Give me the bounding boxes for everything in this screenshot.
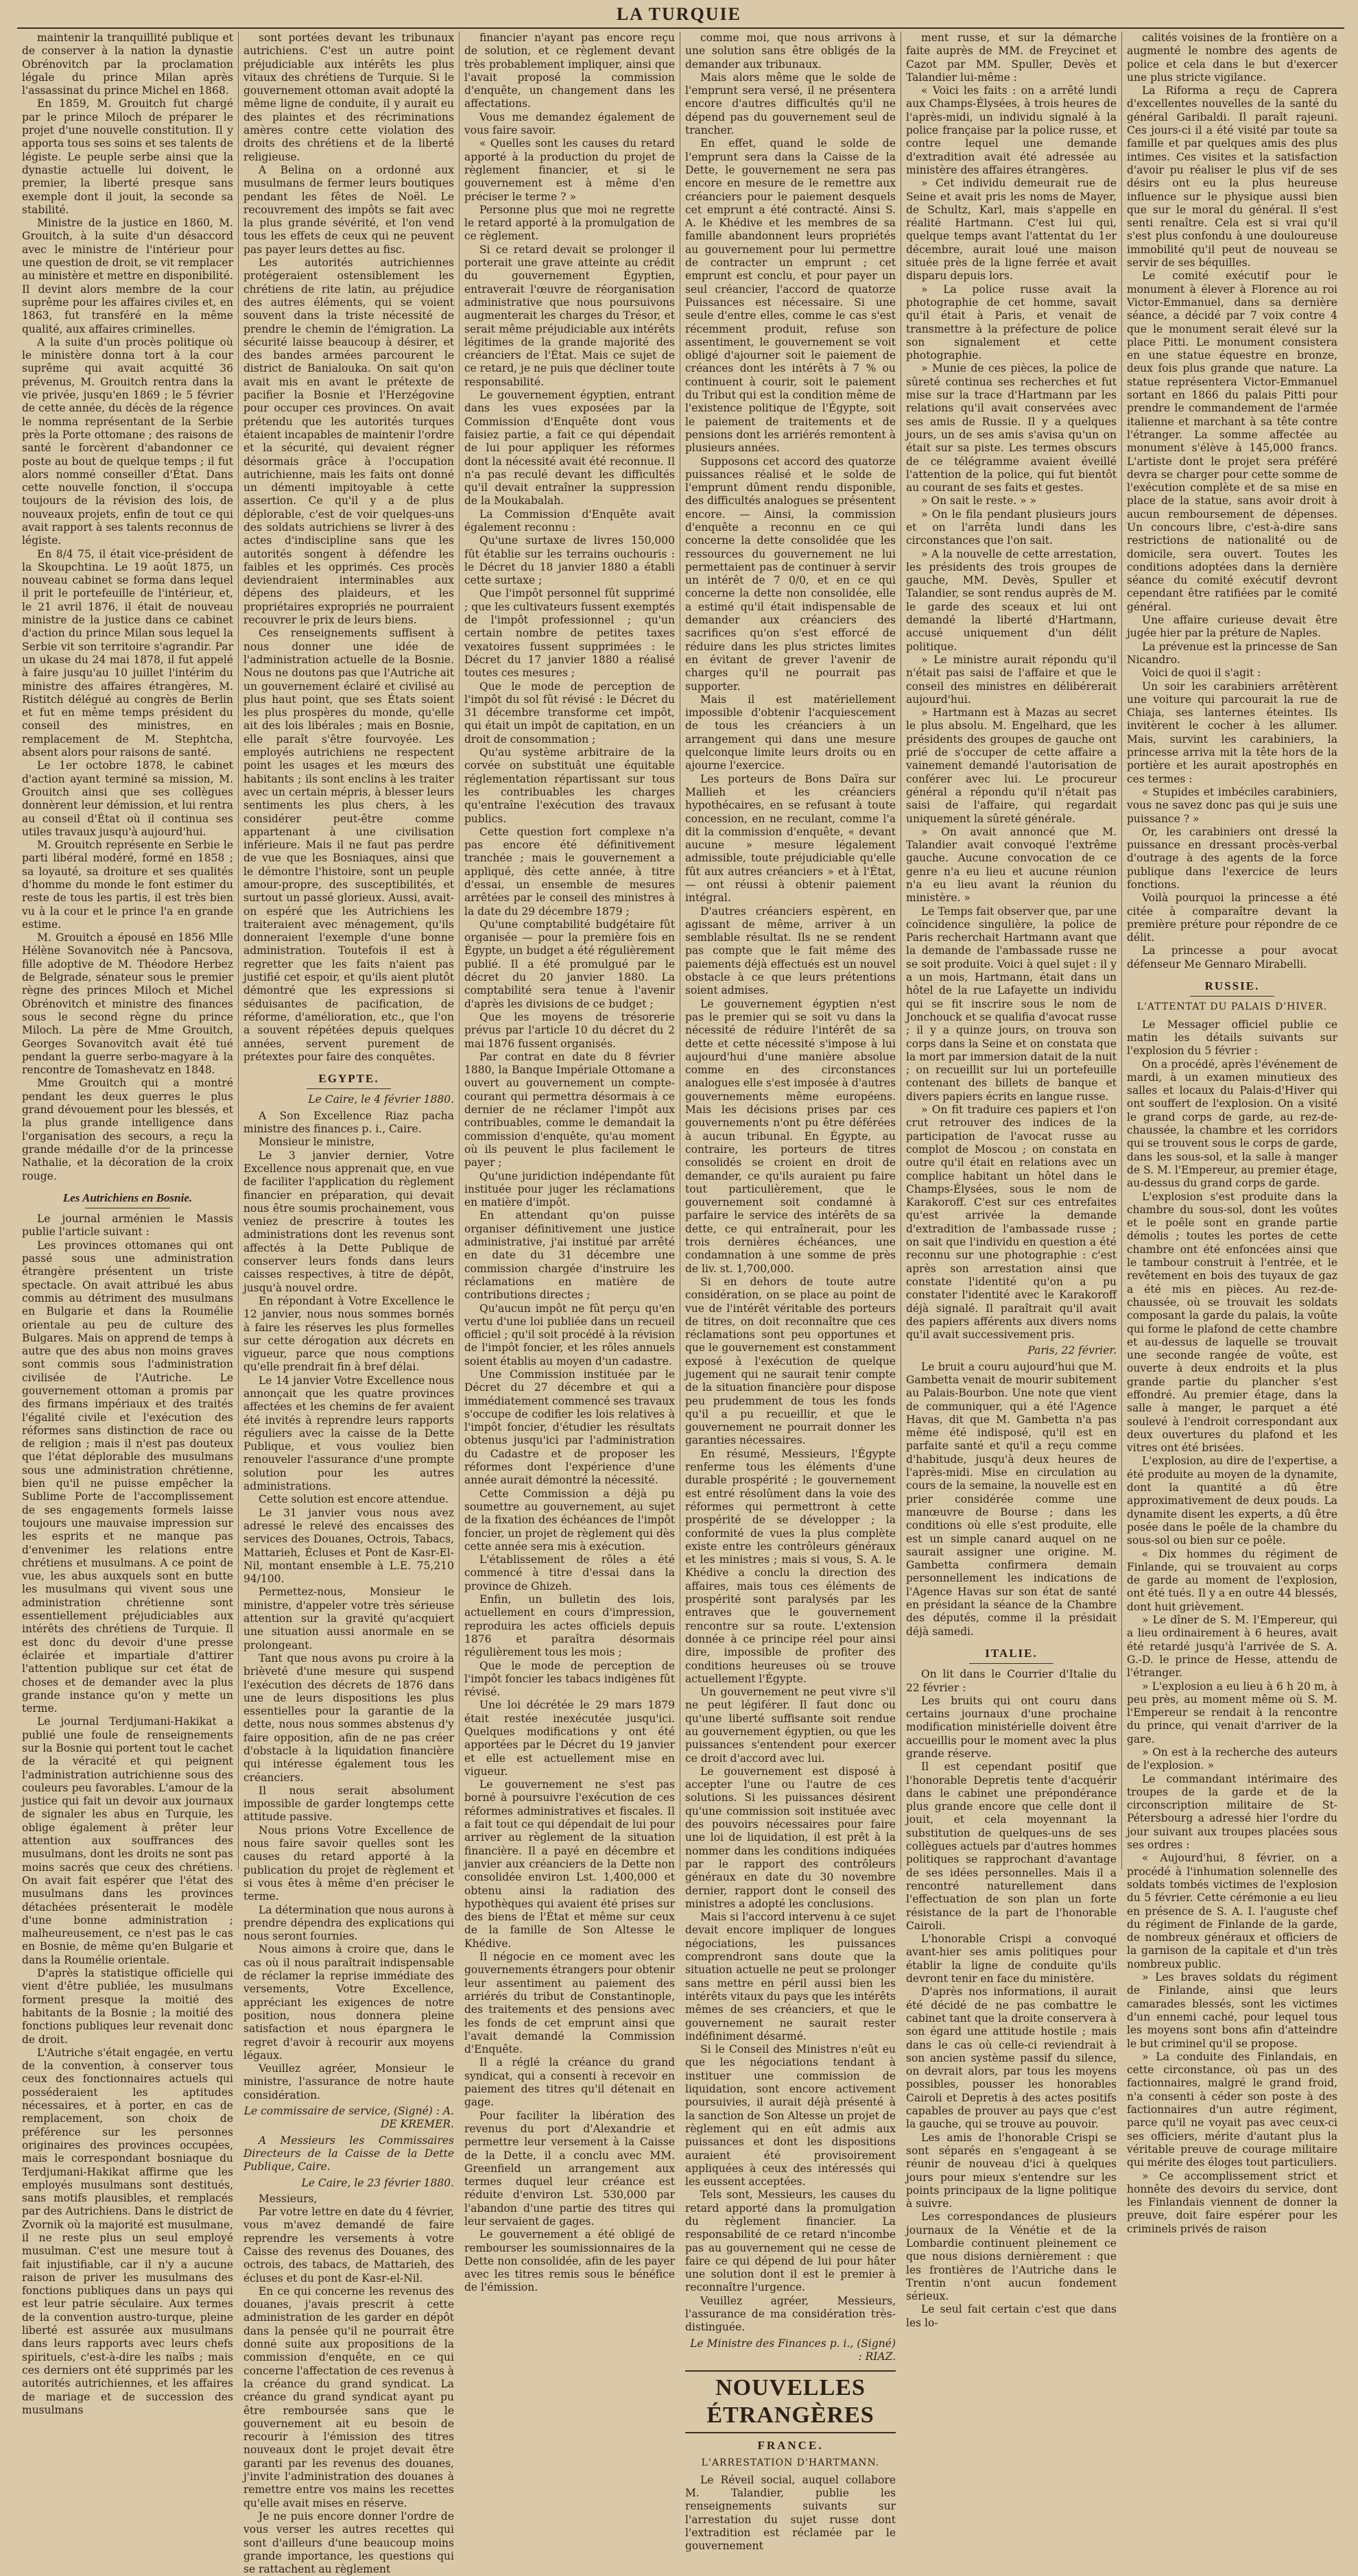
paragraph: » On le fila pendant plusieurs jours et on l'arrêta lundi dans les circonstances que l'on sait.	[906, 508, 1117, 547]
paragraph: Le journal Terdjumani-Hakikat a publié une foule de renseignements sur la Bosnie qui portent tout le cachet de la véracité et qui peignent l'administration autrichienne sous des couleurs peu favorables. L'amour de la justice qui fait un devoir aux journaux de signaler les abus en Turquie, les oblige également à prêter leur attention aux souffrances des musulmans, dont les droits ne sont pas moins sacrés que ceux des chrétiens. On avait fait espérer que l'état des musulmans dans les provinces détachées présenterait le modèle d'une bonne administration ; malheureusement, ce n'est pas le cas en Bosnie, de même qu'en Bulgarie et dans la Roumélie orientale.	[22, 1715, 233, 1966]
paragraph: On a procédé, après l'événement de mardi, à un examen minutieux des salles et locaux du Palais-d'Hiver qui ont souffert de l'explosion. On a visité le grand corps de garde, au rez-de-chaussée, la chambre et les corridors qui se trouvent sous le corps de garde, dans les sous-sol, et la salle à manger de S. M. l'Empereur, au premier étage, au-dessus du grand corps de garde.	[1127, 1058, 1337, 1190]
paragraph: Il a réglé la créance du grand syndicat, qui a consenti à recevoir en paiement des titres qu'il détenait en gage.	[464, 2056, 675, 2109]
paragraph: Le 14 janvier Votre Excellence nous annonçait que les quatre provinces affectées et les chemins de fer avaient été invités à reprendre leurs rapports réguliers avec la caisse de la Dette Publique, et vous vouliez bien renouveler l'assurance d'une prompte solution pour les autres administrations.	[243, 1374, 454, 1493]
paragraph: Si en dehors de toute autre considération, on se place au point de vue de l'intérêt véritable des porteurs de titres, on doit reconnaître que ces réclamations sont peu opportunes et que le gouvernement est constamment exposé à l'exécution de quelque jugement qui ne saurait tenir compte de la situation financière pour dispose peu prudemment de tous les fonds qu'il a pu recueillir, et que le gouvernement ne pourrait donner les garanties nécessaires.	[685, 1275, 896, 1447]
paragraph: L'établissement de rôles a été commencé à titre d'essai dans la province de Ghizeh.	[464, 1553, 675, 1593]
paragraph: « Aujourd'hui, 8 février, on a procédé à l'inhumation solennelle des soldats tombés victimes de l'explosion du 5 février. Cette cérémonie a eu lieu en présence de S. A. I. l'auguste chef du régiment de Finlande de la garde, de nombreux généraux et officiers de la garnison de la capitale et d'un très nombreux public.	[1127, 1852, 1337, 1970]
paragraph: Qu'aucun impôt ne fût perçu qu'en vertu d'une loi publiée dans un recueil officiel ; qu'il soit procédé à la révision de l'impôt foncier, et les rôles annuels soient établis au moyen d'un cadastre.	[464, 1302, 675, 1368]
paragraph: » Munie de ces pièces, la police de sûreté continua ses recherches et fut mise sur la trace d'Hartmann par les relations qu'il avait conservées avec ses amis de Russie. Il y a quelques jours, un de ses amis s'avisa qu'un on était sur sa piste. Les termes obscurs de ce télégramme avaient éveillé l'attention de la police, qui fut bientôt au courant de ses faits et gestes.	[906, 362, 1117, 494]
paragraph: La princesse a pour avocat défenseur Me Gennaro Mirabelli.	[1127, 944, 1337, 970]
paragraph: Ministre de la justice en 1860, M. Grouitch, à la suite d'un désaccord avec le ministre de l'intérieur pour une question de droit, se vit remplacer au ministère et mettre en disponibilité. Il devint alors membre de la cour suprême pour les affaires civiles et, en 1863, fut transféré en la même qualité, aux affaires criminelles.	[22, 217, 234, 335]
paragraph: » La police russe avait la photographie de cet homme, savait qu'il était à Paris, et venait de transmettre à la préfecture de police son signalement et cette photographie.	[906, 283, 1117, 362]
paragraph: La prévenue est la princesse de San Nicandro.	[1127, 640, 1337, 666]
paragraph: Par contrat en date du 8 février 1880, la Banque Impériale Ottomane a ouvert au gouvernement un compte-courant qui permettra désormais à ce dernier de ne réclamer l'impôt aux contribuables, comme le demandait la commission d'enquête, qu'au moment où ils peuvent le plus facilement le payer ;	[464, 1050, 675, 1169]
section-title-russie: RUSSIE.	[1127, 979, 1337, 997]
paragraph: « Stupides et imbéciles carabiniers, vous ne savez donc pas qui je suis une puissance ? »	[1127, 785, 1337, 825]
paragraph: Si le Conseil des Ministres n'eût eu que les négociations tendant à instituer une commission de liquidation, sont encore activement poursuivies, il aurait déjà présenté à la sanction de Son Altesse un projet de règlement qui en eût admis aux puissances et dont les dispositions auraient été provisoirement appliquées à ceux des intéressés qui les eussent acceptées.	[685, 2043, 896, 2189]
column-2	[238, 32, 459, 2576]
dateline: Le Caire, le 23 février 1880.	[301, 2176, 454, 2189]
column-5	[901, 32, 1121, 2329]
paragraph: Mais alors même que le solde de l'emprunt sera versé, il ne présentera encore d'autres difficultés qu'il ne dépend pas du gouvernement seul de trancher.	[685, 71, 896, 137]
paragraph: « Voici les faits : on a arrêté lundi aux Champs-Élysées, à trois heures de l'après-midi, un individu signalé à la police française par la police russe, et contre lequel une demande d'extradition avait été adressée au ministère des affaires étrangères.	[906, 84, 1117, 176]
paragraph: Voilà pourquoi la princesse a été citée à comparaître devant la première préture pour répondre de ce délit.	[1127, 892, 1337, 944]
paragraph: Supposons cet accord des quatorze puissances réalisé et le solde de l'emprunt dûment rendu disponible, des difficultés analogues se présentent encore. — Ainsi, la commission d'enquête a reconnu en ce qui concerne la dette consolidée que les ressources du gouvernement ne lui permettaient pas de continuer à servir un intérêt de 7 0/0, et en ce qui concerne la dette non consolidée, elle a estimé qu'il était indispensable de demander aux créanciers des sacrifices qu'on s'est efforcé de réduire dans les plus strictes limites en évitant de grever l'avenir de charges qu'il ne pourrait pas supporter.	[685, 455, 896, 693]
paragraph: Messieurs,	[259, 2192, 318, 2205]
paragraph: Le commandant intérimaire des troupes de la garde et de la circonscription militaire de St-Pétersbourg a adressé hier l'ordre du jour suivant aux troupes placées sous ses ordres :	[1127, 1772, 1337, 1852]
paragraph: Par votre lettre en date du 4 février, vous m'avez demandé de faire reprendre les versements à votre Caisse des revenus des Douanes, des octrois, des tabacs, de Mattarieh, des écluses et du pont de Kasr-el-Nil.	[243, 2206, 454, 2285]
paragraph: Que l'impôt personnel fût supprimé ; que les cultivateurs fussent exemptés de l'impôt professionnel ; qu'un certain nombre de petites taxes vexatoires fussent supprimées : le Décret du 17 janvier 1880 a réalisé toutes ces mesures ;	[464, 587, 675, 680]
paragraph: Le Réveil social, auquel collabore M. Talandier, publie les renseignements suivants sur l'arrestation du sujet russe dont l'extradition est réclamée par le gouvernement	[685, 2473, 896, 2553]
paragraph: Les autorités autrichiennes protégeraient ostensiblement les chrétiens de rite latin, au préjudice des autres éléments, qui se voient souvent dans la triste nécessité de prendre le chemin de l'émigration. La sécurité laisse beaucoup à désirer, et des bandes armées parcourent le district de Banialouka. On sait qu'on avait mis en avant le prétexte de pacifier la Bosnie et l'Herzégovine pour occuper ces provinces. On avait prétendu que les autorités turques étaient incapables de maintenir l'ordre et la sécurité, qui devaient régner désormais grâce à l'occupation autrichienne, mais les faits ont donné un démenti impitoyable à cette assertion. Ce qu'il y a de plus déplorable, c'est de voir quelques-uns des soldats autrichiens se livrer à des actes d'indiscipline sans que les autorités songent à défendre les faibles et les opprimés. Ces procès deviendraient interminables aux dépens des plaideurs, et les propriétaires expropriés ne pourraient recouvrer le prix de leurs biens.	[243, 257, 454, 627]
paragraph: En attendant qu'on puisse organiser définitivement une justice administrative, j'ai institué par arrêté en date du 31 décembre une commission chargée d'instruire les réclamations en matière de contributions directes ;	[464, 1209, 675, 1302]
paragraph: » A la nouvelle de cette arrestation, les présidents des trois groupes de gauche, MM. Devès, Spuller et Talandier, se sont rendus auprès de M. le garde des sceaux et lui ont demandé la liberté d'Hartmann, accusé uniquement d'un délit politique.	[906, 547, 1117, 653]
paragraph: Qu'au système arbitraire de la corvée on substituât une équitable réglementation répartissant sur tous les contribuables les charges qu'entraîne l'exécution des travaux publics.	[464, 746, 675, 825]
article-title: L'ATTENTAT DU PALAIS D'HIVER.	[1136, 1001, 1328, 1013]
paragraph: Vous me demandez également de vous faire savoir.	[464, 110, 675, 137]
paragraph: sont portées devant les tribunaux autrichiens. C'est un autre point préjudiciable aux intérêts les plus vitaux des chrétiens de Turquie. Si le gouvernement ottoman avait adopté la même ligne de conduite, il y aurait eu des plaintes et des récriminations amères contre cette violation des droits des chrétiens et de la liberté religieuse.	[243, 32, 454, 163]
paragraph: » Ce accomplissement strict et honnête des devoirs du service, dont les Finlandais viennent de donner la preuve, doit faire espérer pour les criminels privés de raison	[1127, 2169, 1337, 2235]
paragraph: Le gouvernement égyptien n'est pas le premier qui se soit vu dans la nécessité de réduire l'intérêt de sa dette et cette nécessité s'impose à lui aujourd'hui d'une manière absolue comme en des circonstances analogues elle s'est imposée à d'autres gouvernements même européens. Mais les décisions prises par ces gouvernements n'ont pu être déférées à aucun tribunal. En Égypte, au contraire, les porteurs de titres consolidés se croient en droit de demander, ce qu'ils auraient pu faire tout particulièrement, que le gouvernement soit condamné à parfaire le service des intérêts de sa dette, ce qui entraînerait, pour les trois dernières échéances, une condamnation à une somme de près de liv. st. 1,700,000.	[685, 997, 896, 1275]
section-title-egypte: EGYPTE.	[243, 1072, 454, 1089]
paragraph: Qu'une surtaxe de livres 150,000 fût établie sur les terrains ouchouris : le Décret du 18 janvier 1880 a établi cette surtaxe ;	[464, 534, 675, 587]
paragraph: Voici de quoi il s'agit :	[1142, 667, 1261, 680]
paragraph: Personne plus que moi ne regrette le retard apporté à la promulgation de ce règlement.	[464, 203, 675, 243]
paragraph: Une affaire curieuse devait être jugée hier par la préture de Naples.	[1127, 614, 1337, 640]
dateline: Le Caire, le 4 février 1880.	[308, 1093, 454, 1106]
paragraph: La Riforma a reçu de Caprera d'excellentes nouvelles de la santé du général Garibaldi. Il paraît rajeuni. Ces jours-ci il a été visité par toute sa famille et par quelques amis des plus intimes. Ces visites et la satisfaction d'avoir pu réaliser le plus vif de ses désirs ont eu la plus heureuse influence sur le physique aussi bien que sur le moral du général. Il s'est senti renaître. Cela est si vrai qu'il s'est plus confondu à une douloureuse immobilité qu'il peut de nouveau se servir de ses béquilles.	[1127, 84, 1337, 270]
column-1	[17, 32, 238, 2416]
paragraph: Or, les carabiniers ont dressé la puissance en dressant procès-verbal d'outrage à des agents de la force publique dans l'exercice de leurs fonctions.	[1127, 825, 1337, 891]
paragraph: Il nous serait absolument impossible de garder longtemps cette attitude passive.	[243, 1784, 454, 1824]
section-title-italie: ITALIE.	[906, 1647, 1117, 1664]
masthead	[0, 0, 1358, 25]
paragraph: Cette solution est encore attendue.	[259, 1493, 449, 1506]
paragraph: Le seul fait certain c'est que dans les lo-	[906, 2303, 1117, 2329]
paragraph: Le gouvernement ne s'est pas borné à poursuivre l'exécution de ces réformes administratives et fiscales. Il a fait tout ce qui dépendait de lui pour arriver au règlement de la situation financière. Il a payé en décembre et janvier aux créanciers de la Dette non consolidée environ Lst. 1,400,000 et obtenu ainsi la radiation des hypothèques qui avaient été prises sur des biens de l'État et même sur ceux de la famille de Son Altesse le Khédive.	[464, 1778, 675, 1950]
paragraph: » On est à la recherche des auteurs de l'explosion. »	[1127, 1746, 1337, 1772]
paragraph: » Cet individu demeurait rue de Seine et avait pris les noms de Mayer, de Schultz, Karl, mais s'appelle en réalité Hartmann. C'est lui qui, quelque temps avant l'attentat du 1er décembre, aurait loué une maison située près de la ligne ferrée et avait disparu depuis lors.	[906, 177, 1117, 283]
paragraph: M. Grouitch représente en Serbie le parti libéral modéré, formé en 1858 ; sa loyauté, sa droiture et ses qualités d'homme du monde le font estimer du reste de tous les partis, il est très bien vu à la cour et le prince l'a en grande estime.	[22, 839, 233, 931]
paragraph: financier n'ayant pas encore reçu de solution, et ce règlement devant très probablement impliquer, ainsi que l'avait proposé la commission d'enquête, un changement dans les affectations.	[464, 32, 675, 110]
paragraph: Les porteurs de Bons Daïra sur Mallieh et les créanciers hypothécaires, en se refusant à toute concession, en ne reculant, comme l'a dit la commission d'enquête, « devant aucune » mesure légalement admissible, toute préjudiciable qu'elle fût aux autres créanciers » et à l'État, — ont réussi à obtenir paiement intégral.	[685, 772, 896, 905]
paragraph: Tels sont, Messieurs, les causes du retard apporté dans la promulgation du règlement financier. La responsabilité de ce retard n'incombe pas au gouvernement qui ne cesse de faire ce qui dépend de lui pour hâter une solution dont il est le premier à reconnaître l'urgence.	[685, 2189, 896, 2294]
paragraph: En effet, quand le solde de l'emprunt sera dans la Caisse de la Dette, le gouvernement ne sera pas encore en mesure de le remettre aux créanciers pour le paiement desquels cet emprunt a été contracté. Ainsi S. A. le Khédive et les membres de sa famille abandonnent leurs propriétés au gouvernement pour lui permettre de contracter un emprunt ; cet emprunt est conclu, et pour payer un seul créancier, l'accord de quatorze Puissances est nécessaire. Si une seule d'entre elles, comme le cas s'est récemment produit, refuse son assentiment, le gouvernement se voit obligé d'ajourner soit le paiement de créances dont les intérêts à 7 % ou continuent à courir, soit le paiement du Tribut qui est la condition même de l'existence politique de l'Égypte, soit le paiement de traitements et de pensions dont les arriérés remontent à plusieurs années.	[685, 137, 896, 455]
paragraph: « Quelles sont les causes du retard apporté à la production du projet de règlement financier, et si le gouvernement est à même d'en préciser le terme ? »	[464, 137, 675, 203]
paragraph: Le Temps fait observer que, par une coïncidence singulière, la police de Paris recherchait Hartmann avant que la demande de l'ambassade russe ne se soit produite. Voici à quel sujet : il y a un mois, Hartmann, était dans un hôtel de la rue Lafayette un individu qui se fit inscrire sous le nom de Jonchouck et se qualifia d'avocat russe ; il y a quinze jours, on trouva son corps dans la Seine et on constata que la mort par immersion datait de la nuit ; on recueillit sur lui un portefeuille contenant des billets de banque et divers papiers écrits en langue russe.	[906, 905, 1117, 1103]
paragraph: On lit dans le Courrier d'Italie du 22 février :	[906, 1668, 1117, 1694]
paragraph: L'honorable Crispi a convoqué avant-hier ses amis politiques pour établir la ligne de conduite qu'ils devront tenir en face du ministère.	[906, 1933, 1117, 1985]
paragraph: L'explosion s'est produite dans la chambre du sous-sol, dont les voûtes et le poêle sont en grande partie démolis ; toutes les portes de cette chambre ont été enfoncées ainsi que le tambour construit à l'entrée, et le revêtement en bois des tuyaux de gaz a été mis en pièces. Au rez-de-chaussée, où se trouvait les soldats composant la garde du palais, la voûte qui forme le plafond de cette chambre et au-dessus de laquelle se trouvait une seconde rangée de voûte, est ouverte à deux endroits et la plus grande partie du plancher s'est effondré. Au premier étage, dans la salle à manger, le parquet a été soulevé à l'endroit correspondant aux deux ouvertures du plafond et les vitres ont été brisées.	[1127, 1190, 1337, 1455]
paragraph: Le 3 janvier dernier, Votre Excellence nous apprenait que, en vue de faciliter l'application du règlement financier en préparation, qui devait nous être soumis prochainement, vous veniez de prescrire à toutes les administrations dont les revenus sont affectés à la Dette Publique de conserver leurs fonds dans leurs caisses respectives, à titre de dépôt, jusqu'à nouvel ordre.	[243, 1149, 454, 1294]
paragraph: Veuillez agréer, Messieurs, l'assurance de ma considération très-distinguée.	[685, 2294, 896, 2334]
paragraph: » L'explosion a eu lieu à 6 h 20 m, à peu près, au moment même où S. M. l'Empereur se rendait à la rencontre du prince, qui venait d'arriver de la gare.	[1127, 1680, 1337, 1745]
paragraph: Que le mode de perception de l'impôt foncier les tabacs indigènes fût révisé.	[464, 1659, 675, 1699]
paragraph: comme moi, que nous arrivons à une solution sans être obligés de la demander aux tribunaux.	[685, 32, 896, 71]
article-title: L'ARRESTATION D'HARTMANN.	[701, 2457, 880, 2468]
paragraph: Il est cependant positif que l'honorable Depretis tente d'acquérir dans le cabinet une prépondérance plus grande encore que celle dont il jouit, et cela moyennant la substitution de quelques-uns de ses collègues actuels par d'autres hommes politiques se rapprochant d'avantage de ses idées personnelles. Mais il a rencontré naturellement dans l'effectuation de son plan un forte résistance de la part de l'honorable Cairoli.	[906, 1761, 1117, 1932]
paragraph: Mais il est matériellement impossible d'obtenir l'acquiescement de tous les créanciers à un arrangement qui dans une mesure quelconque limite leurs droits ou en ajourne l'exercice.	[685, 693, 896, 772]
signature: Le Ministre des Finances p. i., (Signé) : RIAZ.	[690, 2337, 896, 2363]
paragraph: ment russe, et sur la démarche faite auprès de MM. de Freycinet et Cazot par MM. Spuller, Devès et Talandier lui-même :	[906, 32, 1117, 84]
section-header-nouvelles-etrangeres: NOUVELLES ÉTRANGÈRES	[685, 2370, 896, 2433]
paragraph: Le bruit a couru aujourd'hui que M. Gambetta venait de mourir subitement au Palais-Bourbon. Une note que vient de communiquer, qui a été l'Agence Havas, dit que M. Gambetta n'a pas même été indisposé, qu'il est en parfaite santé et qu'il a reçu comme d'habitude, jusqu'à deux heures de l'après-midi. Mise en circulation au cours de la semaine, la nouvelle est en prier considérée comme une manœuvre de Bourse ; dans les conditions où elle s'est produite, elle est un simple canard auquel on ne saurait assigner une origine. M. Gambetta confirmera demain personnellement les indications de l'Agence Havas sur son état de santé en présidant la séance de la Chambre des députés, comme il la présidait déjà samedi.	[906, 1360, 1117, 1638]
paragraph: L'explosion, au dire de l'expertise, a été produite au moyen de la dynamite, dont la quantité a dû être approximativement de deux pouds. La dynamite disent les experts, a dû être posée dans le poêle de la chambre du sous-sol ou bien sur ce poêle.	[1127, 1455, 1337, 1547]
paragraph: Nous prions Votre Excellence de nous faire savoir quelles sont les causes du retard apporté à la publication du projet de règlement et si vous êtes à même d'en préciser le terme.	[243, 1824, 454, 1903]
paragraph: Qu'une juridiction indépendante fût instituée pour juger les réclamations en matière d'impôt.	[464, 1169, 675, 1209]
paragraph: Cette Commission a déjà pu soumettre au gouvernement, au sujet de la fixation des échéances de l'impôt foncier, un projet de règlement qui dès cette année sera mis à exécution.	[464, 1487, 675, 1553]
paragraph: Mme Grouitch qui a montré pendant les deux guerres le plus grand dévouement pour les blessés, et la plus grande intelligence dans l'organisation des secours, a reçu la grande médaille d'or de la princesse Nathalie, et la décoration de la croix rouge.	[22, 1077, 233, 1182]
column-4	[680, 32, 901, 2553]
paragraph: Une loi décrétée le 29 mars 1879 était restée inexécutée jusqu'ici. Quelques modifications y ont été apportées par le Décret du 19 janvier et elle est actuellement mise en vigueur.	[464, 1699, 675, 1778]
paragraph: Le gouvernement est disposé à accepter l'une ou l'autre de ces solutions. Si les puissances désirent qu'une commission soit instituée avec des pouvoirs nécessaires pour faire une loi de liquidation, il est prêt à la nommer dans les conditions indiquées par le rapport des contrôleurs généraux en date du 30 novembre dernier, rapport dont le conseil des ministres a adopté les conclusions.	[685, 1765, 896, 1910]
paragraph: En résumé, Messieurs, l'Égypte renferme tous les éléments d'une durable prospérité ; le gouvernement est entré résolûment dans la voie des réformes qui permettront à cette prospérité de se développer ; la conformité de vues la plus complète existe entre les contrôleurs généraux et les ministres ; mais si vous, S. A. le Khédive a conclu la direction des affaires, mais tous ces éléments de prospérité sont paralysés par les entraves que le gouvernement rencontre sur sa route. L'extension donnée à ce principe réel pour ainsi dire, impossible de profiter des conditions heureuses où se trouve actuellement l'Égypte.	[685, 1447, 896, 1685]
paragraph: Le 1er octobre 1878, le cabinet d'action ayant terminé sa mission, M. Grouitch ainsi que ses collègues donnèrent leur démission, et lui rentra au conseil d'État où il continua ses utiles travaux jusqu'à aujourd'hui.	[22, 759, 233, 838]
paragraph: » Hartmann est à Mazas au secret le plus absolu. M. Engelhard, que les présidents des groupes de gauche ont prié de s'occuper de cette affaire a vainement demandé l'autorisation de conférer avec lui. Le procureur général a répondu qu'il n'était pas saisi de l'affaire, qui regardait uniquement la sûreté générale.	[906, 706, 1117, 825]
paragraph: Je ne puis encore donner l'ordre de vous verser les autres recettes qui sont d'ailleurs d'une beaucoup moins grande importance, les questions qui se rattachent au règlement	[243, 2509, 454, 2576]
paragraph: A la suite d'un procès politique où le ministère donna tort à la cour suprême qui avait acquitté 36 prévenus, M. Grouitch rentra dans la vie privée, jusqu'en 1869 ; le 5 février de cette année, du décès de la régence le nomma représentant de la Serbie près la Porte ottomane ; des raisons de santé le forcèrent d'abandonner ce poste au bout de quelque temps ; il fut alors nommé conseiller d'État. Dans cette nouvelle fonction, il s'occupa toujours de la révision des lois, de nouveaux projets, enfin de tout ce qui avait rapport à ses talents reconnus de légiste.	[22, 335, 233, 547]
paragraph: Les provinces ottomanes qui ont passé sous une administration étrangère présentent un triste spectacle. On avait attribué les abus commis au détriment des musulmans en Bulgarie et dans la Roumélie orientale au peu de culture des Bulgares. Mais on apprend de temps à autre que des abus non moins graves sont commis sous l'administration civilisée de l'Autriche. Le gouvernement ottoman a promis par des firmans impériaux et des traités l'égalité civile et l'exécution des réformes sans distinction de race ou de religion ; mais il n'est pas douteux que l'état déplorable des musulmans sous une administration chrétienne, bien qu'il ne puisse empêcher la Sublime Porte de l'accomplissement de ses engagements formels laisse toujours une mauvaise impression sur les esprits et ne manque pas d'envenimer les relations entre chrétiens et musulmans. A ce point de vue, les abus auxquels sont en butte les musulmans qui vivent sous une administration chrétienne sont essentiellement préjudiciables aux intérêts des chrétiens de Turquie. Il est donc du devoir d'une presse éclairée et impartiale d'attirer l'attention publique sur cet état de choses et de demander avec la plus grande instance qu'on y mette un terme.	[22, 1239, 233, 1715]
paragraph: » On fit traduire ces papiers et l'on crut retrouver des indices de la participation de l'avocat russe au complot de Moscou ; on constata en outre qu'il était en relations avec un complice habitant un hôtel dans le Champs-Élysées, sous le nom de Karakoroff. C'est sur ces entrefaites qu'est arrivée la demande d'extradition de l'ambassade russe ; on sait que l'individu en question a été reconnu sur une photographie : c'est après son arrestation ainsi que constate l'identité qu'on a pu constater l'identité avec le Karakoroff déjà signalé. Il paraîtrait qu'il avait des papiers afférents aux divers noms qu'il avait successivement pris.	[906, 1104, 1117, 1341]
paragraph: Pour faciliter la libération des revenus du port d'Alexandrie et permettre leur versement à la Caisse de la Dette, il a conclu avec MM. Greenfield un arrangement aux termes duquel leur créance est réduite d'environ Lst. 530,000 par l'abandon d'une partie des titres qui leur servaient de gages.	[464, 2109, 675, 2228]
paragraph: L'Autriche s'était engagée, en vertu de la convention, à conserver tous ceux des fonctionnaires actuels qui posséderaient les aptitudes nécessaires, et à porter, en cas de remplacement, son choix de préférence sur les personnes originaires des provinces occupées, mais le correspondant bosniaque du Terdjumani-Hakikat affirme que les employés musulmans sont destitués, sans motifs plausibles, et remplacés par des Autrichiens. Dans le district de Zvornik où la majorité est musulmane, il ne reste plus un seul employé musulman. C'est une mesure tout à fait injustifiable, car il n'y a aucune raison de priver les musulmans des fonctions publiques dans un pays qui est leur patrie séculaire. Aux termes de la convention austro-turque, pleine liberté est assurée aux musulmans dans leurs rapports avec leurs chefs spirituels, c'est-à-dire les naïbs ; mais ces derniers ont été supprimés par les autorités autrichiennes, et les affaires de mariage et de succession des musulmans	[22, 2046, 233, 2416]
column-6	[1121, 32, 1342, 2235]
paragraph: Cette question fort complexe n'a pas encore été définitivement tranchée ; mais le gouvernement a appliqué, dès cette année, à titre d'essai, un ensemble de mesures arrêtées par le conseil des ministres à la date du 29 décembre 1879 ;	[464, 825, 675, 918]
paragraph: Les correspondances de plusieurs journaux de la Vénétie et de la Lombardie continuent pleinement ce que nous disions dernièrement : que les frontières de l'Autriche dans le Trentin n'ont aucun fondement sérieux.	[906, 2210, 1117, 2303]
paragraph: Un gouvernement ne peut vivre s'il ne peut légiférer. Il faut donc ou qu'une liberté suffisante soit rendue au gouvernement égyptien, ou que les puissances s'entendent pour exercer ce droit d'accord avec lui.	[685, 1686, 896, 1765]
paragraph: Qu'une comptabilité budgétaire fût organisée — pour la première fois en Égypte, un budget a été régulièrement publié. Il a été promulgué par le décret du 20 janvier 1880. La comptabilité sera tenue à l'avenir d'après les divisions de ce budget ;	[464, 918, 675, 1010]
paragraph: Le gouvernement égyptien, entrant dans les vues exposées par la Commission d'Enquête dont vous faisiez partie, a fait ce qui dépendait de lui pour appliquer les réformes dont la nécessité avait été reconnue. Il n'a pas reculé devant les difficultés qu'il devait entraîner la suppression de la Moukabalah.	[464, 389, 675, 508]
paragraph: D'autres créanciers espèrent, en agissant de même, arriver à un semblable résultat. Ils ne se rendent pas compte que le fait même des paiements déjà effectués est un nouvel obstacle à ce que leurs prétentions soient admises.	[685, 905, 896, 997]
paragraph: Les amis de l'honorable Crispi se sont séparés en s'engageant à se réunir de nouveau d'ici à quelques jours pour mieux s'entendre sur les points principaux de la ligne politique à suivre.	[906, 2131, 1117, 2210]
paragraph: Le Messager officiel publie ce matin les détails suivants sur l'explosion du 5 février :	[1127, 1018, 1337, 1058]
paragraph: Permettez-nous, Monsieur le ministre, d'appeler votre très sérieuse attention sur la gravité qu'acquiert une situation aussi anormale en se prolongeant.	[243, 1586, 454, 1651]
masthead-rule	[17, 27, 1344, 29]
column-3	[459, 32, 680, 2294]
paragraph: » On sait le reste. » »	[921, 494, 1037, 508]
paragraph: » Le dîner de S. M. l'Empereur, qui a lieu ordinairement à 6 heures, avait été retardé jusqu'à l'arrivée de S. A. G.-D. le prince de Hesse, attendu de l'étranger.	[1127, 1614, 1337, 1680]
paragraph: Que les moyens de trésorerie prévus par l'article 10 du décret du 2 mai 1876 fussent organisés.	[464, 1010, 675, 1050]
paragraph: M. Grouitch a épousé en 1856 Mlle Hélène Sovanovitch née à Pancsova, fille adoptive de M. Théodore Herbez de Belgrade, sénateur sous le premier règne des princes Miloch et Michel Obrénovitch et ministre des finances sous le second règne du prince Miloch. La père de Mme Grouitch, Georges Sovanovitch avait été tué pendant la guerre serbo-magyare à la rencontre de Tomashevatz en 1848.	[22, 931, 233, 1077]
paragraph: Mais si l'accord intervenu à ce sujet devait encore impliquer de longues négociations, les puissances comprendront sans doute que la situation actuelle ne peut se prolonger sans mettre en péril aussi bien les intérêts vitaux du pays que les intérêts mêmes de ses créanciers, et que le gouvernement ne saurait rester indéfiniment désarmé.	[685, 1911, 896, 2042]
paragraph: Le gouvernement a été obligé de rembourser les soumissionnaires de la Dette non consolidée, afin de les payer avec les titres remis sous le bénéfice de l'émission.	[464, 2228, 675, 2294]
paragraph: » Le ministre aurait répondu qu'il n'était pas saisi de l'affaire et que le conseil des ministres en délibérerait aujourd'hui.	[906, 653, 1117, 706]
paragraph: En répondant à Votre Excellence le 12 janvier, nous nous sommes bornés à faire les réserves les plus formelles sur cette dérogation aux décrets en vigueur, parce que nous comptions qu'elle prendrait fin à bref délai.	[243, 1294, 454, 1374]
paragraph: Nous aimons à croire que, dans le cas où il nous paraîtrait indispensable de réclamer la reprise immédiate des versements, Votre Excellence, appréciant les exigences de notre position, nous donnera pleine satisfaction et nous épargnera le regret d'avoir à recourir aux moyens légaux.	[243, 1943, 454, 2062]
paragraph: En ce qui concerne les revenus des douanes, j'avais prescrit à cette administration de les garder en dépôt dans la pensée qu'il ne pourrait être donné suite aux propositions de la commission d'enquête, en ce qui concerne l'affectation de ces revenus à la créance du grand syndicat. La créance du grand syndicat ayant pu être remboursée sans que le gouvernement ait eu besoin de recourir à l'émission des titres nouveaux dont le projet devait être garanti par les revenus des douanes, j'invite l'administration des douanes à remettre entre vos mains les recettes qu'elle avait mises en réserve.	[243, 2285, 454, 2509]
subhead-france: FRANCE.	[757, 2439, 824, 2453]
dateline: Paris, 22 février.	[1027, 1344, 1117, 1357]
paragraph: Un soir les carabiniers arrêtèrent une voiture qui parcourait la rue de Chiaja, ses lanternes éteintes. Ils invitèrent le cocher à les allumer. Mais, survint les carabiniers, la princesse arriva mit la tête hors de la portière et les aurait apostrophés en ces termes :	[1127, 680, 1337, 785]
paragraph: La détermination que nous aurons à prendre dépendra des explications qui nous seront fournies.	[243, 1903, 454, 1943]
paragraph: » Les braves soldats du régiment de Finlande, ainsi que leurs camarades blessés, sont les victimes d'un ennemi caché, pour lequel tous les moyens sont bons afin d'atteindre le but criminel qu'il se propose.	[1127, 1971, 1337, 2050]
paragraph: Monsieur le ministre,	[259, 1136, 374, 1149]
paragraph: Le 31 janvier vous nous avez adressé le relevé des encaisses des services des Douanes, Octrois, Tabacs, Mattarieh, Écluses et Pont de Kasr-El-Nil, montant ensemble à L.E. 75,210 94/100.	[243, 1506, 454, 1586]
paragraph: Une Commission instituée par le Décret du 27 décembre et qui a immédiatement commencé ses travaux s'occupe de codifier les lois relatives à l'impôt foncier, d'étudier les résultats obtenus jusqu'ici par l'administration du Cadastre et de proposer les réformes dont l'expérience d'une année aurait démontré la nécessité.	[464, 1368, 676, 1487]
paragraph: Veuillez agréer, Monsieur le ministre, l'assurance de notre haute considération.	[243, 2062, 454, 2101]
signature: Le commissaire de service, (Signé) : A. DE KREMER.	[243, 2105, 454, 2131]
columns	[17, 32, 1344, 2576]
paragraph: calités voisines de la frontière on a augmenté le nombre des agents de police et cela dans le but d'exercer une plus stricte vigilance.	[1127, 32, 1337, 84]
paragraph: » La conduite des Finlandais, en cette circonstance, où pas un des factionnaires, malgré le grand froid, n'a consenti à céder son poste à des factionnaires d'un autre régiment, parce qu'il ne voyait pas avec ceux-ci ses officiers, mérite d'autant plus la véritable preuve de courage militaire qui mérite des éloges tout particuliers.	[1127, 2050, 1337, 2169]
paragraph: » On avait annoncé que M. Talandier avait convoqué l'extrême gauche. Aucune convocation de ce genre n'a eu lieu et aucune réunion n'a eu lieu avant la réunion du ministère. »	[906, 825, 1117, 905]
paragraph: A Belina on a ordonné aux musulmans de fermer leurs boutiques pendant les fêtes de Noël. Le recouvrement des impôts se fait avec la plus grande sévérité, et l'on vend tous les effets de ceux qui ne peuvent pas payer leurs dettes au fisc.	[243, 163, 454, 256]
paragraph: Tant que nous avons pu croire à la brièveté d'une mesure qui suspend l'exécution des décrets de 1876 dans une de leurs dispositions les plus essentielles pour la garantie de la dette, nous nous sommes abstenus d'y faire opposition, afin de ne pas créer d'obstacle à la liquidation financière qui intéresse également tous les créanciers.	[243, 1651, 454, 1784]
paragraph: En 8/4 75, il était vice-président de la Skoupchtina. Le 19 août 1875, un nouveau cabinet se forma dans lequel il prit le portefeuille de l'intérieur, et, le 21 avril 1876, il était de nouveau ministre de la justice dans ce cabinet d'action du prince Milan sous lequel la Serbie vit son territoire s'agrandir. Par un ukase du 24 mai 1878, il fut appelé à faire jusqu'au 10 juillet l'intérim du ministre des affaires étrangères, M. Ristitch délégué au congrès de Berlin et fut en même temps président du conseil des ministres, en remplacement de M. Stephtcha, absent alors pour raisons de santé.	[22, 547, 233, 759]
paragraph: En 1859, M. Grouitch fut chargé par le prince Miloch de préparer le projet d'une nouvelle constitution. Il y apporta tous ses soins et ses talents de légiste. Le peuple serbe ainsi que la dynastie actuelle lui doivent, le premier, la liberté presque sans exemple dont il jouit, la seconde sa stabilité.	[22, 97, 233, 216]
paragraph: « Dix hommes du régiment de Finlande, qui se trouvaient au corps de garde au moment de l'explosion, ont été tués. Il y a en outre 44 blessés, dont huit grièvement.	[1127, 1547, 1337, 1613]
paragraph: D'après la statistique officielle qui vient d'être publiée, les musulmans forment presque la moitié des habitants de la Bosnie ; la moitié des fonctions publiques leur revenait donc de droit.	[22, 1967, 233, 2046]
paragraph: maintenir la tranquillité publique et de conserver à la nation la dynastie Obrénovitch par la proclamation légale du prince Milan après l'assassinat du prince Michel en 1868.	[22, 32, 233, 97]
paragraph: A Messieurs les Commissaires Directeurs de la Caisse de la Dette Publique, Caire.	[243, 2134, 454, 2173]
section-title-bosnie: Les Autrichiens en Bosnie.	[22, 1191, 233, 1208]
masthead-title: LA TURQUIE	[616, 4, 742, 24]
paragraph: Enfin, un bulletin des lois, actuellement en cours d'impression, reproduira les actes officiels depuis 1876 et paraîtra désormais régulièrement tous les mois ;	[464, 1593, 675, 1659]
paragraph: Le journal arménien le Massis publie l'article suivant :	[22, 1213, 233, 1239]
paragraph: Le comité exécutif pour le monument à élever à Florence au roi Victor-Emmanuel, dans sa dernière séance, a décidé par 7 voix contre 4 que le monument serait élevé sur la place Pitti. Le monument consistera en une statue équestre en bronze, deux fois plus grande que nature. La statue représentera Victor-Emmanuel sortant en 1866 du palais Pitti pour prendre le commandement de l'armée italienne et marchant à sa tête contre l'étranger. La somme affectée au monument s'élève à 145,000 francs. L'artiste dont le projet sera préféré devra se charger pour cette somme de l'exécution complète et de sa mise en place de la statue, sans avoir droit à aucun remboursement de dépenses. Un concours libre, c'est-à-dire sans restrictions de nationalité ou de domicile, sera ouvert. Toutes les conditions adoptées dans la dernière séance du comité exécutif devront cependant être ratifiées par le comité général.	[1127, 270, 1337, 613]
paragraph: A Son Excellence Riaz pacha ministre des finances p. i., Caire.	[243, 1109, 454, 1136]
paragraph: D'après nos informations, il aurait été décidé de ne pas combattre le cabinet tant que la droite conservera à son égard une attitude hostile ; mais dans le cas où celle-ci reviendrait à son ancien système passif du silence, on devrait alors, par tous les moyens possibles, pousser les honorables Cairoli et Depretis à des actes positifs capables de prouver au pays que c'est la gauche, qui se trouve au pouvoir.	[906, 1985, 1117, 2131]
paragraph: Les bruits qui ont couru dans certains journaux d'une prochaine modification ministérielle doivent être accueillis pour le moment avec la plus grande réserve.	[906, 1694, 1117, 1760]
paragraph: Ces renseignements suffisent à nous donner une idée de l'administration actuelle de la Bosnie. Nous ne doutons pas que l'Autriche ait un gouvernement éclairé et civilisé au plus haut point, que ses États soient les plus prospères du monde, qu'elle ait des lois libérales ; mais en Bosnie, elle paraît s'être fourvoyée. Les employés autrichiens ne respectent point les usages et les mœurs des habitants ; ils sont enclins à les traiter avec un certain mépris, à blesser leurs sentiments les plus chers, à les considérer peut-être comme appartenant à une civilisation inférieure. Mais il ne faut pas perdre de vue que les Bosniaques, ainsi que le démontre l'histoire, sont un peuple amour-propre, des susceptibilités, et surtout un passé glorieux. Aussi, avait-on espéré que les Autrichiens les traiteraient avec ménagement, qu'ils donneraient l'exemple d'une bonne administration. Toutefois il est à regretter que les faits n'aient pas justifié cet espoir, et qu'ils aient plutôt démontré que les expressions si séduisantes de pacification, de réforme, d'amélioration, etc., que l'on a souvent répétées depuis quelques années, servent purement de prétextes pour faire des conquêtes.	[243, 627, 454, 1063]
paragraph: Il négocie en ce moment avec les gouvernements étrangers pour obtenir leur assentiment au paiement des arriérés du tribut de Constantinople, des traitements et des pensions avec les fonds de cet emprunt ainsi que l'avait demandé la Commission d'Enquête.	[464, 1951, 675, 2056]
paragraph: Que le mode de perception de l'impôt du sol fût révisé : le Décret du 31 décembre transforme cet impôt, qui était un impôt de capitation, en un droit de consommation ;	[464, 680, 675, 746]
paragraph: La Commission d'Enquête avait également reconnu :	[464, 508, 675, 534]
paragraph: Si ce retard devait se prolonger il porterait une grave atteinte au crédit du gouvernement Égyptien, entraverait l'œuvre de réorganisation administrative que nous poursuivons augmenterait les charges du Trésor, et serait même préjudiciable aux intérêts légitimes de la grande majorité des créanciers de l'État. Mais ce sujet de ce retard, je ne puis que décliner toute responsabilité.	[464, 243, 675, 388]
